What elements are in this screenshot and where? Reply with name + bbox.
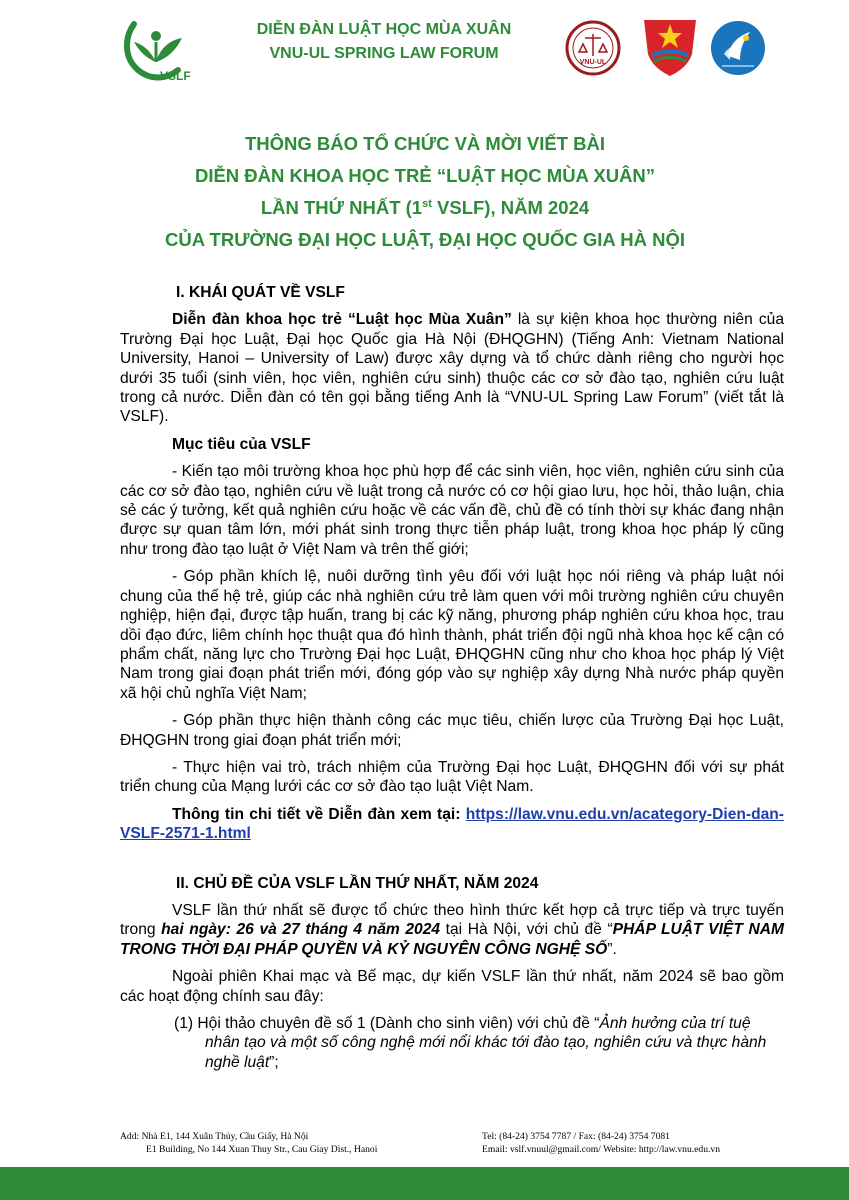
forum-name: [225, 18, 543, 66]
section-gap: [120, 852, 784, 874]
address-en: E1 Building, No 144 Xuan Thuy Str., Cau Giay Dist., Hanoi: [146, 1143, 378, 1155]
goal-item: - Kiến tạo môi trường khoa học phù hợp để các sinh viên, học viên, nghiên cứu sinh của các cơ sở đào tạo, nghiên cứu về luật trong cả nước có cơ hội giao lưu, học hỏi, thảo luận, chia sẻ các ý tưởng, kết quả nghiên cứu hoặc về các vấn đề, chủ đề có tính thời sự khác đang nhận được sự quan tâm lớn, mới phát sinh trong thực tiễn pháp luật, trong khoa học pháp lý cũng như trong đào tạo luật ở Việt Nam và trên thế giới;: [120, 463, 784, 558]
activities-intro: Ngoài phiên Khai mạc và Bế mạc, dự kiến VSLF lần thứ nhất, năm 2024 sẽ bao gồm các hoạt động chính sau đây:: [120, 968, 784, 1005]
footer-address: [120, 1131, 460, 1156]
address-vi: Add: Nhà E1, 144 Xuân Thủy, Cầu Giấy, Hà Nội: [120, 1131, 309, 1142]
details-link[interactable]: https://law.vnu.edu.vn/acategory-Dien-dan-VSLF-2571-1.html: [120, 805, 784, 843]
footer: [120, 1131, 784, 1161]
activity-item: (1) Hội thảo chuyên đề số 1 (Dành cho sinh viên) với chủ đề “Ảnh hưởng của trí tuệ nhân tạo và một số công nghệ mới nổi khác tới đào tạo, nghiên cứu và thực hành nghề luật”;: [174, 1015, 767, 1071]
section-2-heading: II. CHỦ ĐỀ CỦA VSLF LẦN THỨ NHẤT, NĂM 2024: [176, 874, 539, 892]
title-line-4: CỦA TRƯỜNG ĐẠI HỌC LUẬT, ĐẠI HỌC QUỐC GIA HÀ NỘI: [165, 229, 685, 250]
vslf-logo: [120, 12, 192, 82]
letterhead: [0, 0, 849, 90]
goal-item: - Thực hiện vai trò, trách nhiệm của Trường Đại học Luật, ĐHQGHN đối với sự phát triển chung của Mạng lưới các cơ sở đào tạo luật Việt Nam.: [120, 758, 784, 796]
youth-union-logo: [638, 14, 702, 78]
title-line-1: THÔNG BÁO TỔ CHỨC VÀ MỜI VIẾT BÀI: [244, 133, 606, 154]
title-line-2: DIỄN ĐÀN KHOA HỌC TRẺ “LUẬT HỌC MÙA XUÂN”: [194, 165, 656, 186]
svg-text:VNU-UL: VNU-UL: [579, 59, 607, 66]
document-title: [60, 128, 790, 256]
forum-name-en: VNU-UL SPRING LAW FORUM: [269, 45, 499, 62]
contact-email-website: Email: vslf.vnuul@gmail.com/ Website: http://law.vnu.edu.vn: [482, 1143, 721, 1155]
section-1-heading: I. KHÁI QUÁT VỀ VSLF: [176, 284, 345, 301]
forum-name-vi: DIỄN ĐÀN LUẬT HỌC MÙA XUÂN: [256, 21, 512, 38]
goal-item: - Góp phần thực hiện thành công các mục tiêu, chiến lược của Trường Đại học Luật, ĐHQGHN trong giai đoạn phát triển mới;: [120, 712, 784, 749]
student-association-logo: [710, 20, 766, 76]
goals-heading: Mục tiêu của VSLF: [172, 435, 311, 453]
details-paragraph: Thông tin chi tiết về Diễn đàn xem tại: https://law.vnu.edu.vn/acategory-Dien-dan-VSLF-2571-1.html: [120, 805, 784, 843]
title-line-3: LẦN THỨ NHẤT (1st VSLF), NĂM 2024: [260, 197, 590, 218]
footer-contact: [482, 1131, 784, 1156]
theme-paragraph: VSLF lần thứ nhất sẽ được tổ chức theo hình thức kết hợp cả trực tiếp và trực tuyến trong hai ngày: 26 và 27 tháng 4 năm 2024 tại Hà Nội, với chủ đề “PHÁP LUẬT VIỆT NAM TRONG THỜI ĐẠI PHÁP QUYỀN VÀ KỶ NGUYÊN CÔNG NGHỆ SỐ”.: [120, 901, 784, 958]
vnu-ul-logo: [565, 20, 621, 76]
document-body: [120, 283, 784, 1080]
contact-phone: Tel: (84-24) 3754 7787 / Fax: (84-24) 3754 7081: [482, 1131, 670, 1142]
intro-paragraph: Diễn đàn khoa học trẻ “Luật học Mùa Xuân” là sự kiện khoa học thường niên của Trường Đại học Luật, Đại học Quốc gia Hà Nội (ĐHQGHN) (Tiếng Anh: Vietnam National University, Hanoi – University of Law) được xây dựng và tổ chức dành riêng cho người học dưới 35 tuổi (sinh viên, học viên, nghiên cứu sinh) thuộc các cơ sở đào tạo, nghiên cứu luật trong cả nước. Diễn đàn có tên gọi bằng tiếng Anh là “VNU-UL Spring Law Forum” (viết tắt là VSLF).: [120, 311, 784, 426]
goal-item: - Góp phần khích lệ, nuôi dưỡng tình yêu đối với luật học nói riêng và pháp luật nói chung của thế hệ trẻ, giúp các nhà nghiên cứu trẻ làm quen với môi trường nghiên cứu chuyên nghiệp, hiện đại, được tập huấn, trang bị các kỹ năng, phương pháp nghiên cứu khoa học, trau dồi đạo đức, liêm chính học thuật qua đó hình thành, phát triển đội ngũ nhà khoa học kế cận có phẩm chất, năng lực cho Trường Đại học Luật, ĐHQGHN cũng như cho khoa học pháp lý Việt Nam trong giai đoạn phát triển mới, đóng góp vào sự nghiệp xây dựng Nhà nước pháp quyền xã hội chủ nghĩa Việt Nam;: [120, 568, 784, 702]
svg-text:VSLF: VSLF: [160, 69, 191, 82]
footer-green-bar: [0, 1167, 849, 1200]
